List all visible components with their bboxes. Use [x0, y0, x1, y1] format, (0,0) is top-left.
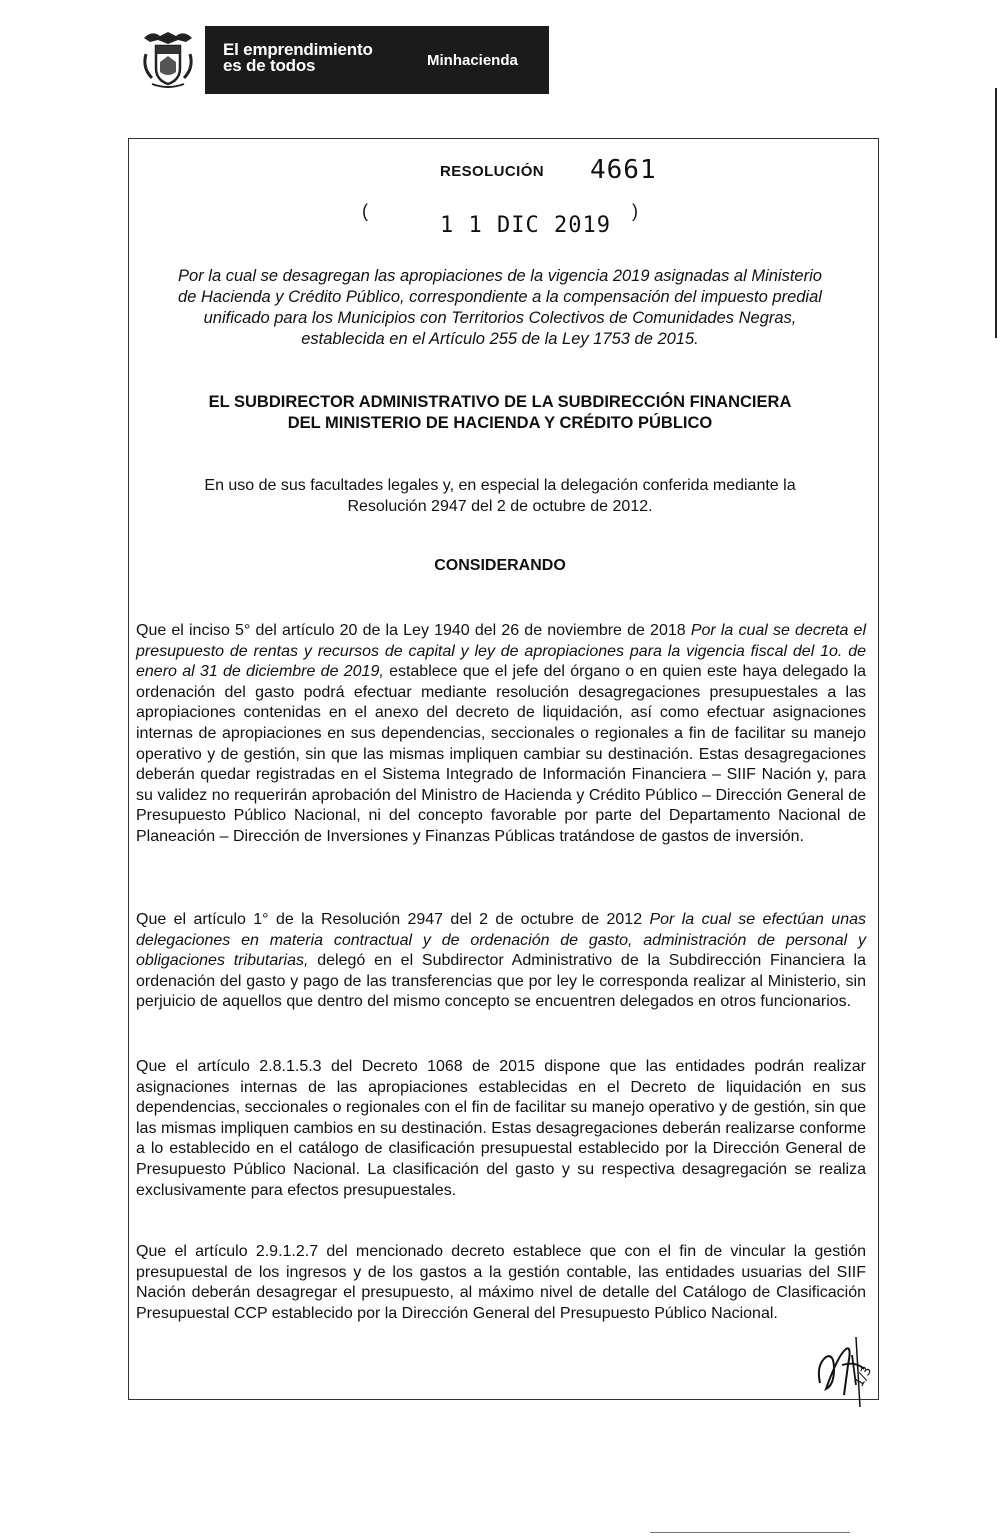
authority-line-1: EL SUBDIRECTOR ADMINISTRATIVO DE LA SUBDIRECCIÓN FINANCIERA	[208, 393, 792, 411]
government-banner	[205, 26, 549, 94]
paragraph-1-law-title: Por la cual se decreta el presupuesto de rentas y recursos de capital y ley de apropiaciones para la vigencia fiscal del 1o. de enero al 31 de diciembre de 2019,	[136, 622, 867, 681]
paragraph-4: Que el artículo 2.9.1.2.7 del mencionado decreto establece que con el fin de vincular la gestión presupuestal de los ingresos y de los gastos a la gestión contable, las entidades usuarias del SIIF Nación deberán desagregar el presupuesto, al máximo nivel de detalle del Catálogo de Clasificación Presupuestal CCP establecido por la Dirección General del Presupuesto Público Nacional.	[136, 1243, 866, 1322]
subject-line: Por la cual se desagregan las apropiaciones de la vigencia 2019 asignadas al Ministerio	[178, 267, 822, 285]
authority-line-2: DEL MINISTERIO DE HACIENDA Y CRÉDITO PÚBLICO	[287, 414, 713, 432]
page-count-mark: 1/3	[851, 1364, 876, 1390]
slogan	[223, 42, 373, 74]
date-paren-close: )	[632, 201, 638, 221]
subject-line: de Hacienda y Crédito Público, correspondiente a la compensación del impuesto predial	[178, 288, 822, 306]
paragraph-1	[136, 621, 866, 848]
paragraph-2	[136, 910, 866, 1013]
resolution-number: 4661	[590, 155, 657, 185]
paragraph-2-lead: Que el artículo 1° de la Resolución 2947 del 2 de octubre de 2012	[136, 911, 650, 928]
considerando-heading: CONSIDERANDO	[434, 557, 566, 574]
scan-edge-stub	[650, 1532, 850, 1533]
faculties-line-2: Resolución 2947 del 2 de octubre de 2012.	[347, 498, 653, 515]
subject-line: establecida en el Artículo 255 de la Ley 1753 de 2015.	[301, 330, 699, 348]
faculties-line-1: En uso de sus facultades legales y, en especial la delegación conferida mediante la	[204, 477, 796, 494]
paragraph-2-body: delegó en el Subdirector Administrativo de la Subdirección Financiera la ordenación del gasto y pago de las transferencias que por ley le corresponda realizar al Ministerio, sin perjuicio de aquellos que dentro del mismo concepto se encuentren delegados en otros funcionarios.	[136, 952, 867, 1011]
ministry-name: Minhacienda	[427, 52, 518, 69]
handwritten-signature	[812, 1335, 882, 1410]
legal-faculties	[140, 475, 860, 517]
paragraph-3: Que el artículo 2.8.1.5.3 del Decreto 1068 de 2015 dispone que las entidades podrán realizar asignaciones internas de las apropiaciones establecidas en el Decreto de liquidación en sus dependencias, seccionales o regionales con el fin de facilitar su manejo operativo y de gestión, sin que las mismas impliquen cambios en su destinación. Estas desagregaciones deberán realizarse conforme a lo establecido en el catálogo de clasificación presupuestal establecido por la Dirección General de Presupuesto Público Nacional. La clasificación del gasto y su respectiva desagregación se realiza exclusivamente para efectos presupuestales.	[136, 1058, 866, 1199]
date-paren-open: (	[362, 201, 368, 221]
resolution-label: RESOLUCIÓN	[440, 163, 545, 180]
paragraph-2-resolution-title: Por la cual se efectúan unas delegaciones en materia contractual y de ordenación de gasto, administración de personal y obligaciones tributarias,	[136, 911, 867, 970]
coat-of-arms-icon	[138, 28, 198, 92]
scan-edge-line	[995, 88, 997, 338]
slogan-line-1: El emprendimiento	[223, 40, 373, 59]
resolution-subject	[140, 266, 860, 350]
issuing-authority	[140, 392, 860, 434]
slogan-line-2: es de todos	[223, 56, 316, 75]
resolution-date: 1 1 DIC 2019	[440, 213, 611, 238]
paragraph-1-body: establece que el jefe del órgano o en quien este haya delegado la ordenación del gasto podrá efectuar mediante resolución desagregaciones presupuestales a las apropiaciones contenidas en el anexo del decreto de liquidación, así como efectuar asignaciones internas de apropiaciones en sus dependencias, seccionales o regionales a fin de facilitar su manejo operativo y de gestión, sin que las mismas impliquen cambiar su destinación. Estas desagregaciones deberán quedar registradas en el Sistema Integrado de Información Financiera – SIIF Nación y, para su validez no requerirán aprobación del Ministro de Hacienda y Crédito Público – Dirección General de Presupuesto Público Nacional, ni del concepto favorable por parte del Departamento Nacional de Planeación – Dirección de Inversiones y Finanzas Públicas tratándose de gastos de inversión.	[136, 663, 866, 845]
subject-line: unificado para los Municipios con Territorios Colectivos de Comunidades Negras,	[203, 309, 797, 327]
paragraph-1-lead: Que el inciso 5° del artículo 20 de la Ley 1940 del 26 de noviembre de 2018	[136, 622, 691, 639]
